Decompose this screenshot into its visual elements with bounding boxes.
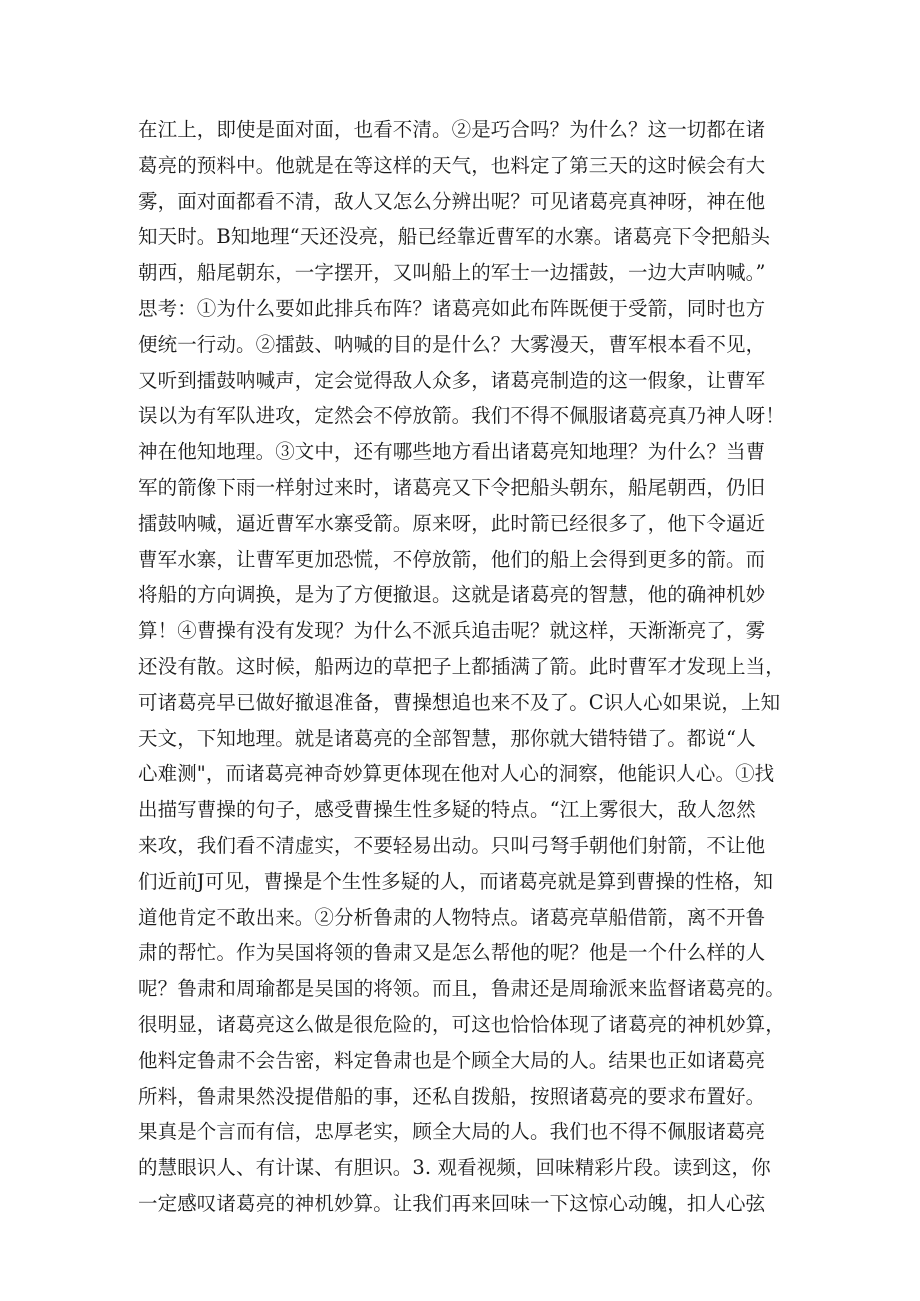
- text-line: 朝西，船尾朝东，一字摆开，又叫船上的军士一边擂鼓，一边大声呐喊。”: [138, 261, 766, 285]
- text-line: 军的箭像下雨一样射过来时，诸葛亮又下令把船头朝东，船尾朝西，仍旧: [138, 475, 766, 499]
- text-line: 肃的帮忙。作为吴国将领的鲁肃又是怎么帮他的呢？他是一个什么样的人: [138, 941, 766, 965]
- text-line: 还没有散。这时候，船两边的草把子上都插满了箭。此时曹军才发现上当，: [138, 654, 785, 678]
- text-line: 思考：①为什么要如此排兵布阵？诸葛亮如此布阵既便于受箭，同时也方: [138, 296, 766, 320]
- text-line: 算！④曹操有没有发现？为什么不派兵追击呢？就这样，天渐渐亮了，雾: [138, 619, 766, 643]
- body-text: [138, 112, 798, 1222]
- text-line: 神在他知地理。③文中，还有哪些地方看出诸葛亮知地理？为什么？当曹: [138, 440, 766, 464]
- text-line: 所料，鲁肃果然没提借船的事，还私自拨船，按照诸葛亮的要求布置好。: [138, 1084, 766, 1108]
- text-line: 误以为有军队进攻，定然会不停放箭。我们不得不佩服诸葛亮真乃神人呀！: [138, 404, 785, 428]
- text-line: 曹军水寨，让曹军更加恐慌，不停放箭，他们的船上会得到更多的箭。而: [138, 547, 766, 571]
- text-line: 又听到擂鼓呐喊声，定会觉得敌人众多，诸葛亮制造的这一假象，让曹军: [138, 368, 766, 392]
- text-line: 一定感叹诸葛亮的神机妙算。让我们再来回味一下这惊心动魄，扣人心弦: [138, 1191, 766, 1215]
- text-line: 便统一行动。②擂鼓、呐喊的目的是什么？大雾漫天，曹军根本看不见，: [138, 332, 766, 356]
- text-line: 来攻，我们看不清虚实，不要轻易出动。只叫弓弩手朝他们射箭，不让他: [138, 833, 766, 857]
- text-line: 知天时。B知地理“天还没亮，船已经靠近曹军的水寨。诸葛亮下令把船头: [138, 225, 771, 249]
- text-line: 可诸葛亮早已做好撤退准备，曹操想追也来不及了。C识人心如果说，上知: [138, 690, 781, 714]
- text-line: 们近前J可见，曹操是个生性多疑的人，而诸葛亮就是算到曹操的性格，知: [138, 869, 774, 893]
- text-line: 心难测"，而诸葛亮神奇妙算更体现在他对人心的洞察，他能识人心。①找: [138, 762, 775, 786]
- text-line: 他料定鲁肃不会告密，料定鲁肃也是个顾全大局的人。结果也正如诸葛亮: [138, 1048, 766, 1072]
- text-line: 果真是个言而有信，忠厚老实，顾全大局的人。我们也不得不佩服诸葛亮: [138, 1120, 766, 1144]
- text-line: 很明显，诸葛亮这么做是很危险的，可这也恰恰体现了诸葛亮的神机妙算，: [138, 1012, 785, 1036]
- text-line: 葛亮的预料中。他就是在等这样的天气，也料定了第三天的这时候会有大: [138, 153, 766, 177]
- text-line: 道他肯定不敢出来。②分析鲁肃的人物特点。诸葛亮草船借箭，离不开鲁: [138, 905, 766, 929]
- text-line: 将船的方向调换，是为了方便撤退。这就是诸葛亮的智慧，他的确神机妙: [138, 583, 766, 607]
- text-line: 呢？鲁肃和周瑜都是吴国的将领。而且，鲁肃还是周瑜派来监督诸葛亮的。: [138, 977, 785, 1001]
- text-line: 在江上，即使是面对面，也看不清。②是巧合吗？为什么？这一切都在诸: [138, 118, 766, 141]
- text-line: 天文，下知地理。就是诸葛亮的全部智慧，那你就大错特错了。都说“人: [138, 726, 756, 750]
- text-line: 出描写曹操的句子，感受曹操生性多疑的特点。“江上雾很大，敌人忽然: [138, 798, 756, 822]
- text-line: 擂鼓呐喊，逼近曹军水寨受箭。原来呀，此时箭已经很多了，他下令逼近: [138, 511, 766, 535]
- text-line: 雾，面对面都看不清，敌人又怎么分辨出呢？可见诸葛亮真神呀，神在他: [138, 189, 766, 213]
- text-line: 的慧眼识人、有计谋、有胆识。3. 观看视频，回味精彩片段。读到这，你: [138, 1156, 771, 1180]
